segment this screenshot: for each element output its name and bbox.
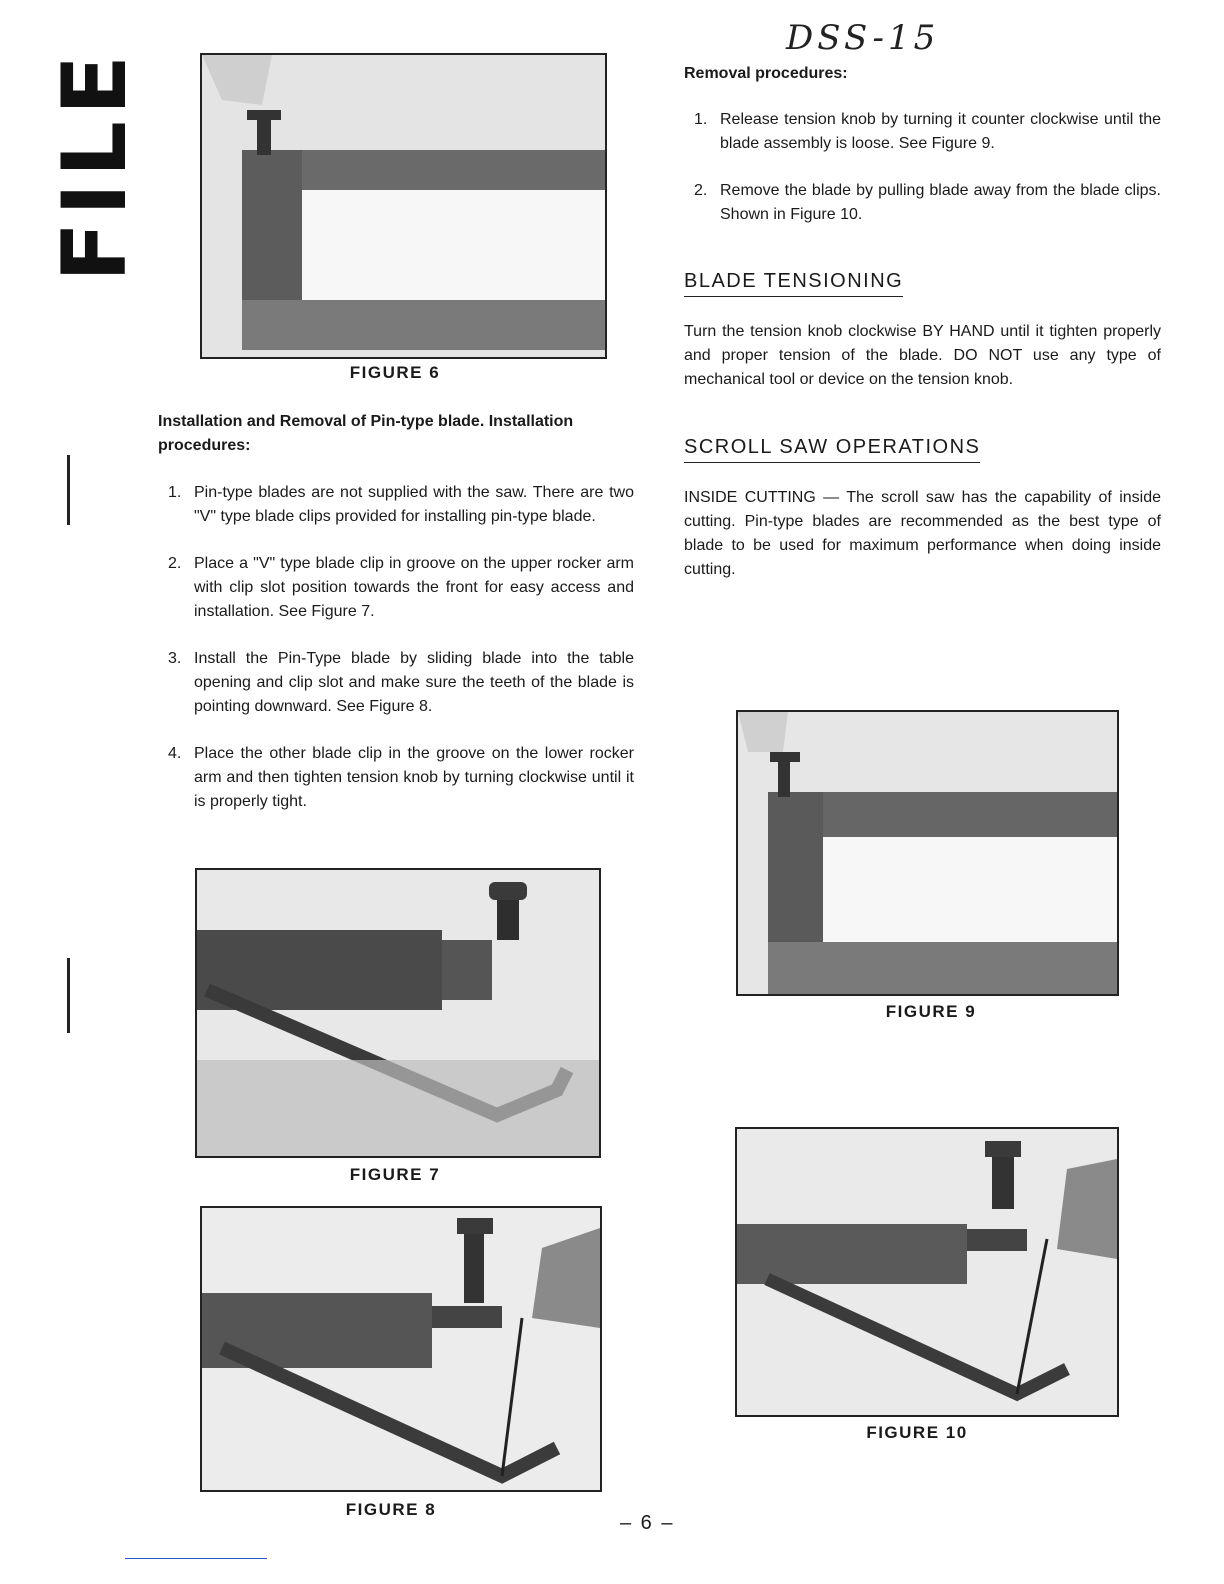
- removal-step-number: 1.: [694, 111, 708, 128]
- file-stamp: [43, 48, 147, 282]
- footer-rule: [125, 1558, 267, 1559]
- install-step-number: 4.: [168, 745, 182, 762]
- figure-6-illustration: [202, 55, 605, 357]
- install-step: [158, 552, 634, 624]
- install-step: [158, 481, 634, 529]
- figure-8-illustration: [202, 1208, 600, 1490]
- removal-steps-list: [684, 108, 1161, 250]
- figure-6-photo: [200, 53, 607, 359]
- removal-step-text: Release tension knob by turning it counter clockwise until the blade assembly is loose. See Figure 9.: [720, 111, 1161, 152]
- install-step-number: 1.: [168, 484, 182, 501]
- figure-8-caption: FIGURE 8: [345, 1500, 437, 1519]
- figure-10-illustration: [737, 1129, 1117, 1415]
- install-step-text: Install the Pin-Type blade by sliding blade into the table opening and clip slot and make sure the teeth of the blade is pointing downward. See Figure 8.: [194, 650, 634, 715]
- install-step-text: Place the other blade clip in the groove on the lower rocker arm and then tighten tension knob by turning clockwise until it is properly tight.: [194, 745, 634, 810]
- removal-heading: Removal procedures:: [684, 65, 848, 82]
- install-step-text: Pin-type blades are not supplied with the saw. There are two "V" type blade clips provided for installing pin-type blade.: [194, 484, 634, 525]
- figure-10-caption: FIGURE 10: [866, 1423, 968, 1442]
- binding-mark-bottom: [67, 958, 70, 1033]
- figure-6-caption: FIGURE 6: [349, 363, 441, 382]
- removal-step: [684, 108, 1161, 156]
- scroll-saw-operations-text: INSIDE CUTTING — The scroll saw has the capability of inside cutting. Pin-type blades are recommended as the best type of blade to be used for maximum performance when doing inside cutting.: [684, 489, 1161, 578]
- figure-9-caption: FIGURE 9: [885, 1002, 977, 1021]
- figure-10-photo: [735, 1127, 1119, 1417]
- page-number: – 6 –: [620, 1512, 675, 1534]
- install-steps-list: [158, 481, 634, 837]
- install-step-number: 2.: [168, 555, 182, 572]
- figure-9-photo: [736, 710, 1119, 996]
- figure-7-photo: [195, 868, 601, 1158]
- blade-tensioning-title: BLADE TENSIONING: [684, 270, 903, 297]
- install-step-text: Place a "V" type blade clip in groove on the upper rocker arm with clip slot position towards the front for easy access and installation. See Figure 7.: [194, 555, 634, 620]
- figure-7-illustration: [197, 870, 599, 1156]
- removal-step: [684, 179, 1161, 227]
- figure-7-caption: FIGURE 7: [349, 1165, 441, 1184]
- binding-mark-top: [67, 455, 70, 525]
- handwritten-code: DSS-15: [786, 18, 940, 58]
- install-heading: Installation and Removal of Pin-type blade. Installation procedures:: [158, 413, 574, 454]
- install-step: [158, 647, 634, 719]
- figure-8-photo: [200, 1206, 602, 1492]
- blade-tensioning-text: Turn the tension knob clockwise BY HAND until it tighten properly and proper tension of the blade. DO NOT use any type of mechanical tool or device on the tension knob.: [684, 323, 1161, 388]
- removal-step-text: Remove the blade by pulling blade away from the blade clips. Shown in Figure 10.: [720, 182, 1161, 223]
- figure-9-illustration: [738, 712, 1117, 994]
- removal-step-number: 2.: [694, 182, 708, 199]
- install-step: [158, 742, 634, 814]
- install-step-number: 3.: [168, 650, 182, 667]
- scroll-saw-operations-title: SCROLL SAW OPERATIONS: [684, 436, 980, 463]
- file-stamp-text: FILE: [43, 48, 147, 282]
